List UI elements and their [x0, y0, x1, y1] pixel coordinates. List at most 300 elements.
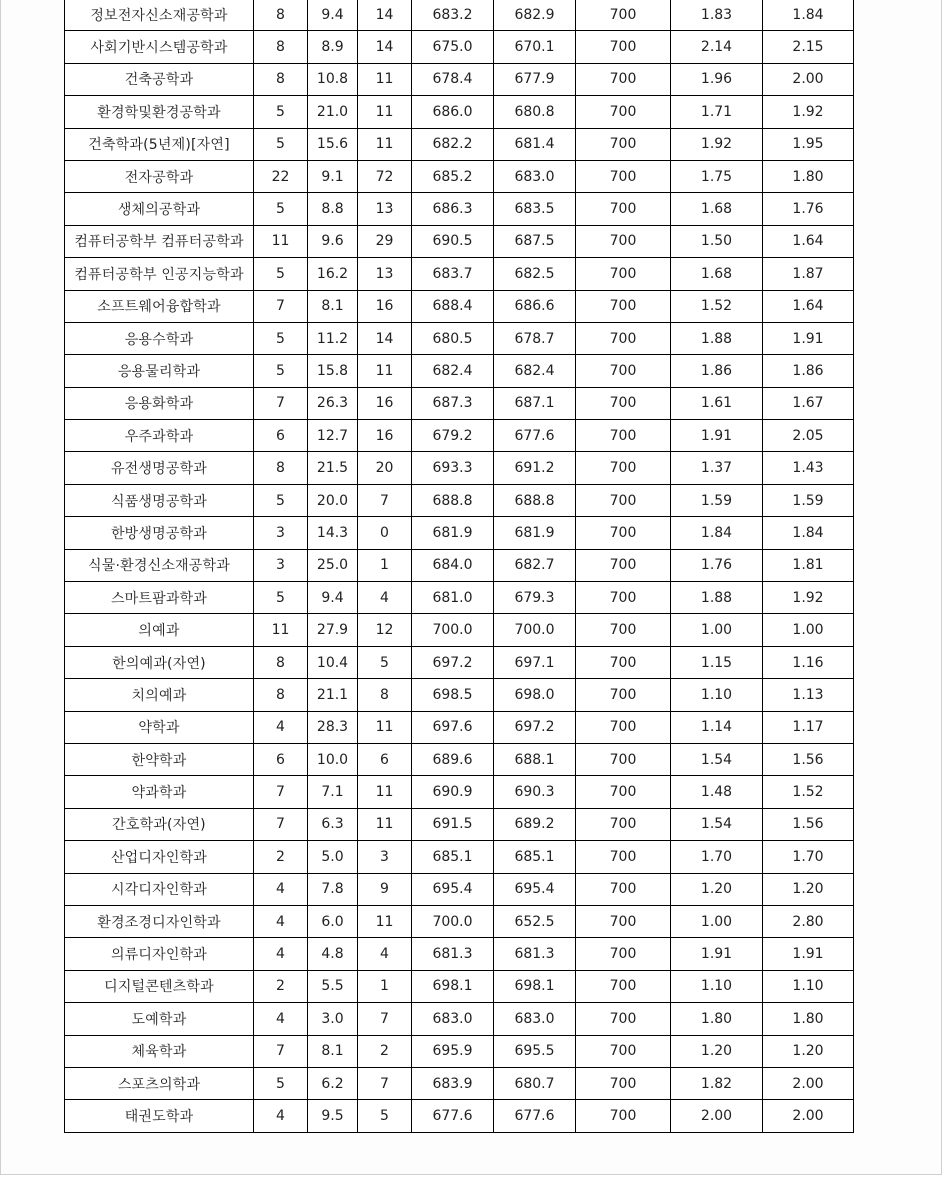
competition-rate-cell: 15.8: [308, 355, 358, 387]
waitlist-rank-cell: 14: [358, 31, 412, 63]
grade-70pct-cut-cell: 1.52: [763, 776, 854, 808]
department-name-cell: 전자공학과: [65, 160, 254, 192]
waitlist-rank-cell: 16: [358, 387, 412, 419]
competition-rate-cell: 15.6: [308, 128, 358, 160]
recruit-count-cell: 5: [254, 484, 308, 516]
score-max-cell: 700: [576, 938, 671, 970]
table-row: [65, 355, 854, 387]
competition-rate-cell: 8.8: [308, 193, 358, 225]
waitlist-rank-cell: 2: [358, 1035, 412, 1067]
score-max-cell: 700: [576, 387, 671, 419]
score-max-cell: 700: [576, 322, 671, 354]
recruit-count-cell: 8: [254, 63, 308, 95]
grade-50pct-cut-cell: 1.10: [671, 679, 763, 711]
grade-70pct-cut-cell: 1.20: [763, 873, 854, 905]
score-50pct-cut-cell: 686.3: [412, 193, 494, 225]
score-50pct-cut-cell: 681.0: [412, 582, 494, 614]
department-name-cell: 컴퓨터공학부 컴퓨터공학과: [65, 225, 254, 257]
score-50pct-cut-cell: 687.3: [412, 387, 494, 419]
score-50pct-cut-cell: 683.2: [412, 0, 494, 31]
competition-rate-cell: 3.0: [308, 1003, 358, 1035]
waitlist-rank-cell: 11: [358, 128, 412, 160]
grade-50pct-cut-cell: 1.52: [671, 290, 763, 322]
grade-50pct-cut-cell: 1.68: [671, 193, 763, 225]
table-row: [65, 1035, 854, 1067]
waitlist-rank-cell: 16: [358, 290, 412, 322]
recruit-count-cell: 3: [254, 549, 308, 581]
recruit-count-cell: 8: [254, 646, 308, 678]
department-name-cell: 한방생명공학과: [65, 517, 254, 549]
department-name-cell: 스포츠의학과: [65, 1067, 254, 1099]
competition-rate-cell: 7.1: [308, 776, 358, 808]
score-50pct-cut-cell: 675.0: [412, 31, 494, 63]
waitlist-rank-cell: 11: [358, 905, 412, 937]
department-name-cell: 정보전자신소재공학과: [65, 0, 254, 31]
recruit-count-cell: 11: [254, 225, 308, 257]
score-70pct-cut-cell: 695.4: [494, 873, 576, 905]
grade-50pct-cut-cell: 1.76: [671, 549, 763, 581]
table-row: [65, 290, 854, 322]
score-max-cell: 700: [576, 711, 671, 743]
score-max-cell: 700: [576, 517, 671, 549]
score-70pct-cut-cell: 683.0: [494, 160, 576, 192]
grade-50pct-cut-cell: 1.20: [671, 1035, 763, 1067]
table-row: [65, 0, 854, 31]
waitlist-rank-cell: 7: [358, 484, 412, 516]
table-row: [65, 549, 854, 581]
score-max-cell: 700: [576, 582, 671, 614]
competition-rate-cell: 9.6: [308, 225, 358, 257]
waitlist-rank-cell: 0: [358, 517, 412, 549]
score-70pct-cut-cell: 681.9: [494, 517, 576, 549]
competition-rate-cell: 8.1: [308, 290, 358, 322]
competition-rate-cell: 21.0: [308, 96, 358, 128]
competition-rate-cell: 25.0: [308, 549, 358, 581]
score-70pct-cut-cell: 677.6: [494, 1100, 576, 1132]
recruit-count-cell: 7: [254, 1035, 308, 1067]
recruit-count-cell: 5: [254, 1067, 308, 1099]
department-name-cell: 유전생명공학과: [65, 452, 254, 484]
recruit-count-cell: 22: [254, 160, 308, 192]
table-row: [65, 452, 854, 484]
grade-50pct-cut-cell: 1.80: [671, 1003, 763, 1035]
recruit-count-cell: 8: [254, 679, 308, 711]
score-70pct-cut-cell: 697.2: [494, 711, 576, 743]
recruit-count-cell: 5: [254, 355, 308, 387]
table-row: [65, 322, 854, 354]
department-name-cell: 응용화학과: [65, 387, 254, 419]
grade-50pct-cut-cell: 1.61: [671, 387, 763, 419]
score-max-cell: 700: [576, 290, 671, 322]
score-70pct-cut-cell: 697.1: [494, 646, 576, 678]
score-max-cell: 700: [576, 905, 671, 937]
grade-70pct-cut-cell: 1.76: [763, 193, 854, 225]
grade-70pct-cut-cell: 1.59: [763, 484, 854, 516]
score-70pct-cut-cell: 677.6: [494, 420, 576, 452]
score-50pct-cut-cell: 688.4: [412, 290, 494, 322]
waitlist-rank-cell: 11: [358, 96, 412, 128]
waitlist-rank-cell: 11: [358, 63, 412, 95]
grade-50pct-cut-cell: 1.37: [671, 452, 763, 484]
department-name-cell: 응용물리학과: [65, 355, 254, 387]
score-max-cell: 700: [576, 873, 671, 905]
score-70pct-cut-cell: 698.0: [494, 679, 576, 711]
department-name-cell: 건축공학과: [65, 63, 254, 95]
score-50pct-cut-cell: 700.0: [412, 614, 494, 646]
score-50pct-cut-cell: 684.0: [412, 549, 494, 581]
department-name-cell: 우주과학과: [65, 420, 254, 452]
score-max-cell: 700: [576, 549, 671, 581]
grade-50pct-cut-cell: 1.50: [671, 225, 763, 257]
score-70pct-cut-cell: 690.3: [494, 776, 576, 808]
table-row: [65, 517, 854, 549]
department-name-cell: 의류디자인학과: [65, 938, 254, 970]
table-row: [65, 646, 854, 678]
waitlist-rank-cell: 14: [358, 322, 412, 354]
grade-70pct-cut-cell: 1.64: [763, 290, 854, 322]
grade-50pct-cut-cell: 1.88: [671, 322, 763, 354]
score-max-cell: 700: [576, 1067, 671, 1099]
department-name-cell: 의예과: [65, 614, 254, 646]
waitlist-rank-cell: 6: [358, 743, 412, 775]
score-50pct-cut-cell: 690.5: [412, 225, 494, 257]
score-70pct-cut-cell: 682.4: [494, 355, 576, 387]
waitlist-rank-cell: 5: [358, 1100, 412, 1132]
table-row: [65, 582, 854, 614]
score-50pct-cut-cell: 685.2: [412, 160, 494, 192]
score-50pct-cut-cell: 700.0: [412, 905, 494, 937]
table-row: [65, 711, 854, 743]
competition-rate-cell: 5.0: [308, 841, 358, 873]
waitlist-rank-cell: 72: [358, 160, 412, 192]
grade-70pct-cut-cell: 1.80: [763, 1003, 854, 1035]
waitlist-rank-cell: 13: [358, 193, 412, 225]
score-70pct-cut-cell: 698.1: [494, 970, 576, 1002]
grade-50pct-cut-cell: 1.48: [671, 776, 763, 808]
grade-70pct-cut-cell: 1.92: [763, 582, 854, 614]
score-70pct-cut-cell: 685.1: [494, 841, 576, 873]
score-50pct-cut-cell: 681.3: [412, 938, 494, 970]
grade-50pct-cut-cell: 1.70: [671, 841, 763, 873]
table-row: [65, 420, 854, 452]
grade-50pct-cut-cell: 1.00: [671, 614, 763, 646]
score-50pct-cut-cell: 682.2: [412, 128, 494, 160]
score-50pct-cut-cell: 697.2: [412, 646, 494, 678]
waitlist-rank-cell: 11: [358, 711, 412, 743]
score-70pct-cut-cell: 682.5: [494, 258, 576, 290]
recruit-count-cell: 7: [254, 387, 308, 419]
score-50pct-cut-cell: 690.9: [412, 776, 494, 808]
grade-70pct-cut-cell: 1.64: [763, 225, 854, 257]
grade-50pct-cut-cell: 1.91: [671, 938, 763, 970]
grade-50pct-cut-cell: 1.91: [671, 420, 763, 452]
competition-rate-cell: 9.4: [308, 582, 358, 614]
score-70pct-cut-cell: 687.5: [494, 225, 576, 257]
score-50pct-cut-cell: 683.9: [412, 1067, 494, 1099]
waitlist-rank-cell: 20: [358, 452, 412, 484]
table-row: [65, 873, 854, 905]
score-50pct-cut-cell: 695.9: [412, 1035, 494, 1067]
competition-rate-cell: 10.8: [308, 63, 358, 95]
score-70pct-cut-cell: 683.0: [494, 1003, 576, 1035]
competition-rate-cell: 16.2: [308, 258, 358, 290]
score-max-cell: 700: [576, 1003, 671, 1035]
table-row: [65, 776, 854, 808]
recruit-count-cell: 11: [254, 614, 308, 646]
department-name-cell: 소프트웨어융합학과: [65, 290, 254, 322]
score-max-cell: 700: [576, 970, 671, 1002]
grade-70pct-cut-cell: 1.13: [763, 679, 854, 711]
table-body: [65, 0, 854, 1132]
recruit-count-cell: 6: [254, 743, 308, 775]
grade-70pct-cut-cell: 1.81: [763, 549, 854, 581]
competition-rate-cell: 8.1: [308, 1035, 358, 1067]
score-max-cell: 700: [576, 841, 671, 873]
grade-50pct-cut-cell: 1.86: [671, 355, 763, 387]
score-50pct-cut-cell: 678.4: [412, 63, 494, 95]
score-50pct-cut-cell: 698.1: [412, 970, 494, 1002]
table-row: [65, 225, 854, 257]
table-row: [65, 1003, 854, 1035]
grade-50pct-cut-cell: 1.54: [671, 808, 763, 840]
score-70pct-cut-cell: 678.7: [494, 322, 576, 354]
waitlist-rank-cell: 1: [358, 970, 412, 1002]
grade-50pct-cut-cell: 1.83: [671, 0, 763, 31]
score-max-cell: 700: [576, 808, 671, 840]
waitlist-rank-cell: 13: [358, 258, 412, 290]
recruit-count-cell: 4: [254, 905, 308, 937]
grade-70pct-cut-cell: 1.84: [763, 0, 854, 31]
recruit-count-cell: 8: [254, 452, 308, 484]
score-50pct-cut-cell: 698.5: [412, 679, 494, 711]
recruit-count-cell: 2: [254, 970, 308, 1002]
grade-50pct-cut-cell: 1.15: [671, 646, 763, 678]
department-name-cell: 시각디자인학과: [65, 873, 254, 905]
table-row: [65, 63, 854, 95]
competition-rate-cell: 5.5: [308, 970, 358, 1002]
competition-rate-cell: 4.8: [308, 938, 358, 970]
grade-70pct-cut-cell: 2.00: [763, 63, 854, 95]
department-name-cell: 환경조경디자인학과: [65, 905, 254, 937]
grade-70pct-cut-cell: 1.84: [763, 517, 854, 549]
score-70pct-cut-cell: 688.8: [494, 484, 576, 516]
waitlist-rank-cell: 3: [358, 841, 412, 873]
grade-70pct-cut-cell: 1.87: [763, 258, 854, 290]
department-name-cell: 한의예과(자연): [65, 646, 254, 678]
competition-rate-cell: 9.5: [308, 1100, 358, 1132]
recruit-count-cell: 5: [254, 128, 308, 160]
grade-50pct-cut-cell: 1.59: [671, 484, 763, 516]
score-max-cell: 700: [576, 614, 671, 646]
table-row: [65, 1100, 854, 1132]
waitlist-rank-cell: 29: [358, 225, 412, 257]
department-name-cell: 사회기반시스템공학과: [65, 31, 254, 63]
grade-50pct-cut-cell: 1.84: [671, 517, 763, 549]
grade-50pct-cut-cell: 1.14: [671, 711, 763, 743]
department-name-cell: 태권도학과: [65, 1100, 254, 1132]
table-row: [65, 938, 854, 970]
recruit-count-cell: 6: [254, 420, 308, 452]
grade-70pct-cut-cell: 1.92: [763, 96, 854, 128]
competition-rate-cell: 6.3: [308, 808, 358, 840]
recruit-count-cell: 7: [254, 808, 308, 840]
score-max-cell: 700: [576, 160, 671, 192]
score-max-cell: 700: [576, 258, 671, 290]
waitlist-rank-cell: 16: [358, 420, 412, 452]
grade-50pct-cut-cell: 1.00: [671, 905, 763, 937]
grade-70pct-cut-cell: 2.15: [763, 31, 854, 63]
grade-70pct-cut-cell: 1.43: [763, 452, 854, 484]
score-max-cell: 700: [576, 1035, 671, 1067]
competition-rate-cell: 9.1: [308, 160, 358, 192]
score-max-cell: 700: [576, 452, 671, 484]
score-max-cell: 700: [576, 193, 671, 225]
table-row: [65, 258, 854, 290]
recruit-count-cell: 5: [254, 193, 308, 225]
score-50pct-cut-cell: 693.3: [412, 452, 494, 484]
department-name-cell: 생체의공학과: [65, 193, 254, 225]
table-row: [65, 679, 854, 711]
competition-rate-cell: 8.9: [308, 31, 358, 63]
waitlist-rank-cell: 4: [358, 582, 412, 614]
competition-rate-cell: 11.2: [308, 322, 358, 354]
grade-70pct-cut-cell: 1.67: [763, 387, 854, 419]
grade-70pct-cut-cell: 1.56: [763, 808, 854, 840]
score-70pct-cut-cell: 687.1: [494, 387, 576, 419]
waitlist-rank-cell: 9: [358, 873, 412, 905]
grade-50pct-cut-cell: 1.71: [671, 96, 763, 128]
recruit-count-cell: 4: [254, 711, 308, 743]
grade-70pct-cut-cell: 1.91: [763, 938, 854, 970]
score-50pct-cut-cell: 677.6: [412, 1100, 494, 1132]
grade-50pct-cut-cell: 2.00: [671, 1100, 763, 1132]
waitlist-rank-cell: 14: [358, 0, 412, 31]
score-50pct-cut-cell: 683.0: [412, 1003, 494, 1035]
department-name-cell: 약학과: [65, 711, 254, 743]
competition-rate-cell: 7.8: [308, 873, 358, 905]
grade-70pct-cut-cell: 1.80: [763, 160, 854, 192]
score-max-cell: 700: [576, 420, 671, 452]
score-max-cell: 700: [576, 63, 671, 95]
recruit-count-cell: 5: [254, 582, 308, 614]
table-row: [65, 970, 854, 1002]
department-name-cell: 식물·환경신소재공학과: [65, 549, 254, 581]
score-max-cell: 700: [576, 0, 671, 31]
table-row: [65, 193, 854, 225]
table-row: [65, 484, 854, 516]
department-name-cell: 응용수학과: [65, 322, 254, 354]
score-max-cell: 700: [576, 679, 671, 711]
grade-70pct-cut-cell: 1.91: [763, 322, 854, 354]
score-70pct-cut-cell: 652.5: [494, 905, 576, 937]
score-70pct-cut-cell: 695.5: [494, 1035, 576, 1067]
grade-50pct-cut-cell: 1.82: [671, 1067, 763, 1099]
waitlist-rank-cell: 5: [358, 646, 412, 678]
grade-50pct-cut-cell: 1.96: [671, 63, 763, 95]
score-max-cell: 700: [576, 743, 671, 775]
table-row: [65, 808, 854, 840]
score-50pct-cut-cell: 688.8: [412, 484, 494, 516]
score-70pct-cut-cell: 691.2: [494, 452, 576, 484]
score-70pct-cut-cell: 680.8: [494, 96, 576, 128]
score-max-cell: 700: [576, 1100, 671, 1132]
score-70pct-cut-cell: 688.1: [494, 743, 576, 775]
score-max-cell: 700: [576, 31, 671, 63]
score-max-cell: 700: [576, 646, 671, 678]
grade-70pct-cut-cell: 2.00: [763, 1100, 854, 1132]
department-name-cell: 디지털콘텐츠학과: [65, 970, 254, 1002]
competition-rate-cell: 10.4: [308, 646, 358, 678]
grade-50pct-cut-cell: 1.88: [671, 582, 763, 614]
waitlist-rank-cell: 8: [358, 679, 412, 711]
score-70pct-cut-cell: 677.9: [494, 63, 576, 95]
waitlist-rank-cell: 11: [358, 355, 412, 387]
department-name-cell: 식품생명공학과: [65, 484, 254, 516]
department-name-cell: 한약학과: [65, 743, 254, 775]
competition-rate-cell: 28.3: [308, 711, 358, 743]
competition-rate-cell: 14.3: [308, 517, 358, 549]
grade-50pct-cut-cell: 1.54: [671, 743, 763, 775]
table-row: [65, 614, 854, 646]
score-50pct-cut-cell: 697.6: [412, 711, 494, 743]
score-50pct-cut-cell: 680.5: [412, 322, 494, 354]
grade-50pct-cut-cell: 1.20: [671, 873, 763, 905]
waitlist-rank-cell: 12: [358, 614, 412, 646]
score-70pct-cut-cell: 700.0: [494, 614, 576, 646]
grade-50pct-cut-cell: 1.68: [671, 258, 763, 290]
score-70pct-cut-cell: 682.7: [494, 549, 576, 581]
competition-rate-cell: 10.0: [308, 743, 358, 775]
department-name-cell: 산업디자인학과: [65, 841, 254, 873]
grade-70pct-cut-cell: 1.70: [763, 841, 854, 873]
grade-70pct-cut-cell: 1.20: [763, 1035, 854, 1067]
competition-rate-cell: 21.5: [308, 452, 358, 484]
competition-rate-cell: 21.1: [308, 679, 358, 711]
recruit-count-cell: 5: [254, 96, 308, 128]
score-50pct-cut-cell: 695.4: [412, 873, 494, 905]
grade-50pct-cut-cell: 1.10: [671, 970, 763, 1002]
grade-70pct-cut-cell: 1.10: [763, 970, 854, 1002]
recruit-count-cell: 4: [254, 873, 308, 905]
department-name-cell: 도예학과: [65, 1003, 254, 1035]
score-50pct-cut-cell: 682.4: [412, 355, 494, 387]
grade-50pct-cut-cell: 2.14: [671, 31, 763, 63]
department-name-cell: 약과학과: [65, 776, 254, 808]
department-name-cell: 치의예과: [65, 679, 254, 711]
competition-rate-cell: 27.9: [308, 614, 358, 646]
score-50pct-cut-cell: 686.0: [412, 96, 494, 128]
score-50pct-cut-cell: 691.5: [412, 808, 494, 840]
recruit-count-cell: 4: [254, 938, 308, 970]
score-70pct-cut-cell: 686.6: [494, 290, 576, 322]
score-50pct-cut-cell: 679.2: [412, 420, 494, 452]
grade-70pct-cut-cell: 1.00: [763, 614, 854, 646]
table-row: [65, 743, 854, 775]
table-row: [65, 96, 854, 128]
score-50pct-cut-cell: 681.9: [412, 517, 494, 549]
recruit-count-cell: 8: [254, 31, 308, 63]
score-max-cell: 700: [576, 96, 671, 128]
score-50pct-cut-cell: 689.6: [412, 743, 494, 775]
grade-70pct-cut-cell: 2.05: [763, 420, 854, 452]
competition-rate-cell: 20.0: [308, 484, 358, 516]
score-70pct-cut-cell: 682.9: [494, 0, 576, 31]
grade-50pct-cut-cell: 1.92: [671, 128, 763, 160]
admission-results-table: [64, 0, 854, 1133]
competition-rate-cell: 9.4: [308, 0, 358, 31]
waitlist-rank-cell: 1: [358, 549, 412, 581]
table-row: [65, 31, 854, 63]
